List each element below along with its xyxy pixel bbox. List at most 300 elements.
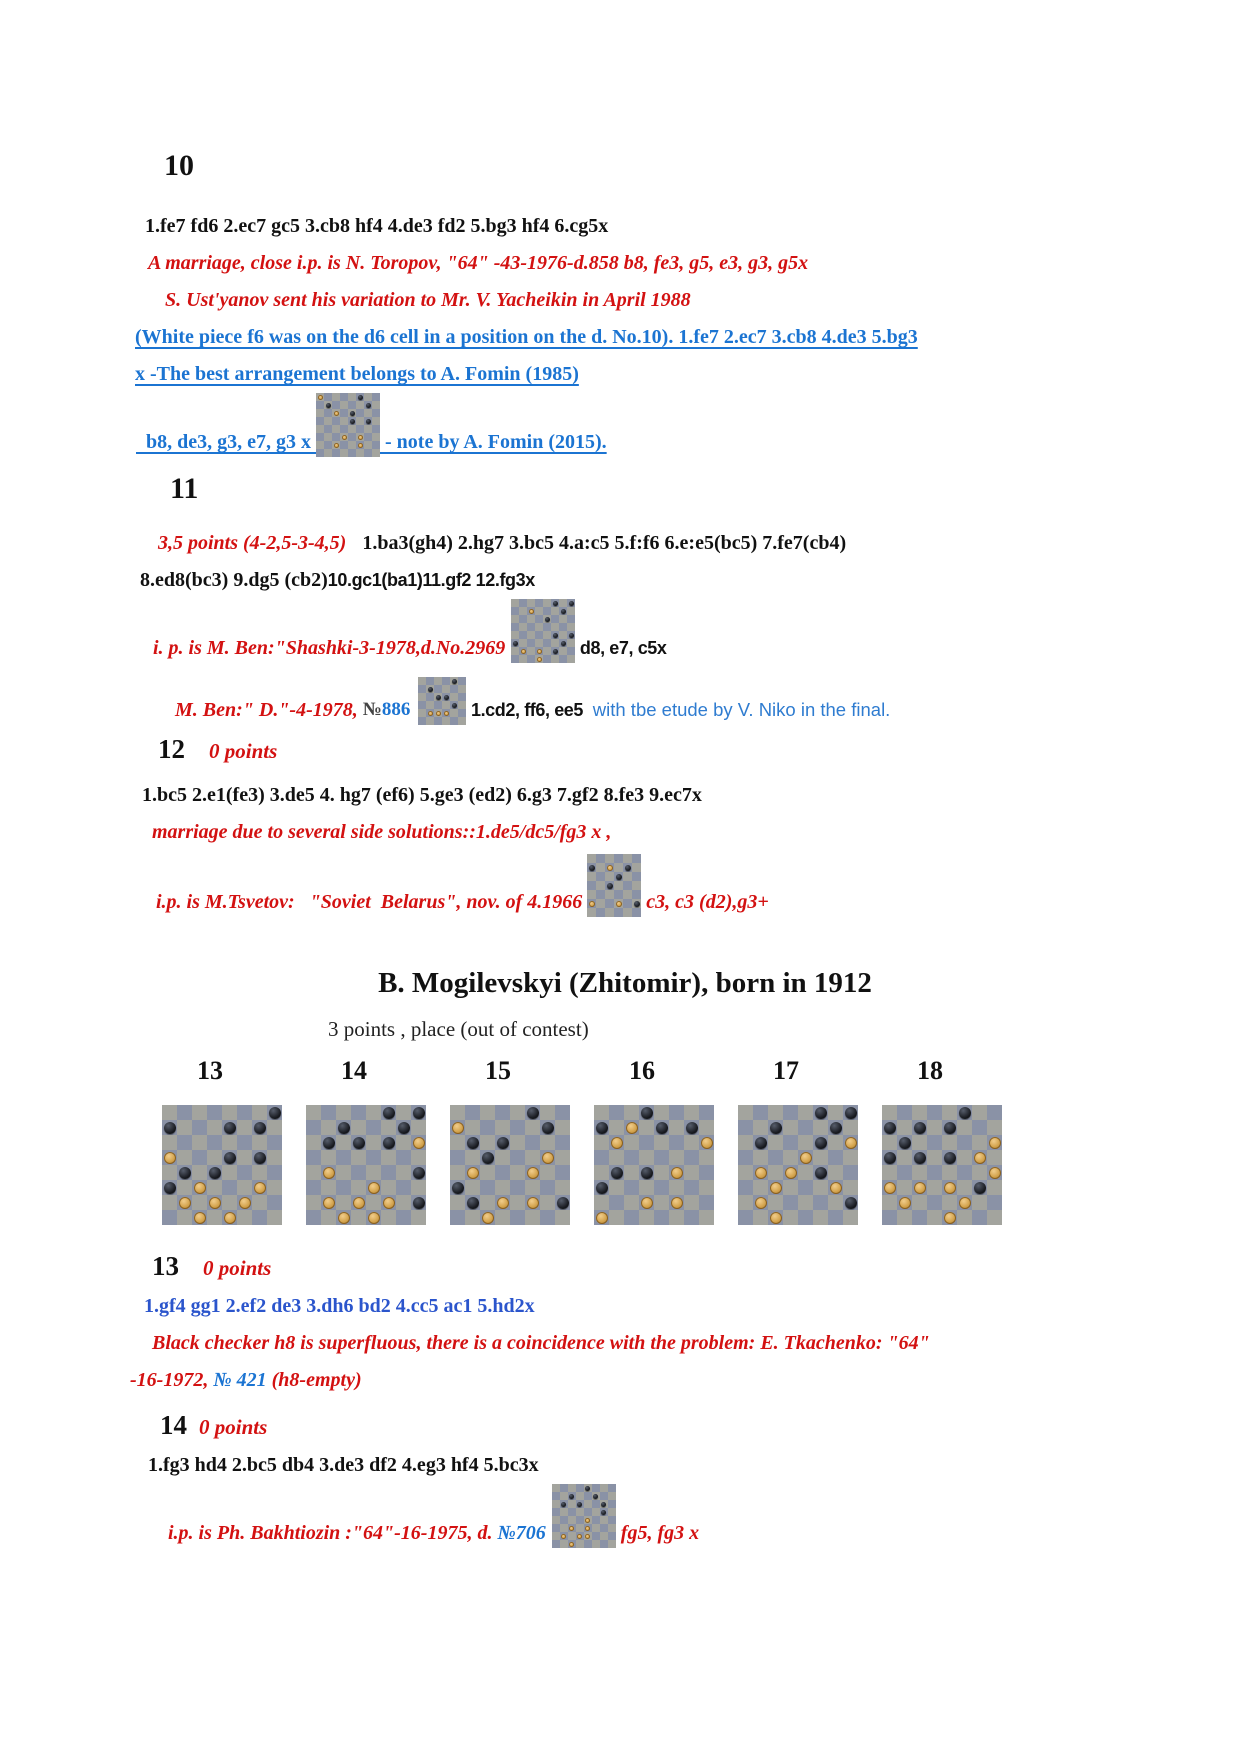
board-cell — [957, 1150, 972, 1165]
s10-moves-line: 1.fe7 fd6 2.ec7 gc5 3.cb8 hf4 4.de3 fd2 5.bg3 hf4 6.cg5x — [145, 215, 609, 237]
black-checker — [497, 1137, 509, 1149]
board-cell — [351, 1120, 366, 1135]
board-cell — [396, 1165, 411, 1180]
white-checker — [323, 1167, 335, 1179]
board-cell — [192, 1120, 207, 1135]
board-cell — [987, 1195, 1002, 1210]
board-cell — [632, 854, 641, 863]
board-cell — [623, 908, 632, 917]
black-checker — [830, 1122, 842, 1134]
board-cell — [543, 631, 551, 639]
board-cell — [551, 615, 559, 623]
white-checker — [899, 1197, 911, 1209]
black-checker — [557, 1197, 569, 1209]
board-cell — [267, 1195, 282, 1210]
board-cell — [576, 1540, 584, 1548]
board-cell — [458, 709, 466, 717]
white-checker — [626, 1122, 638, 1134]
board-cell — [252, 1135, 267, 1150]
black-checker — [366, 419, 371, 424]
black-checker — [815, 1137, 827, 1149]
board-14 — [306, 1105, 426, 1225]
board-cell — [525, 1165, 540, 1180]
board-cell — [912, 1135, 927, 1150]
board-cell — [699, 1135, 714, 1150]
board-cell — [480, 1150, 495, 1165]
board-cell — [321, 1180, 336, 1195]
board-cell — [828, 1150, 843, 1165]
black-checker — [596, 1122, 608, 1134]
board-cell — [162, 1135, 177, 1150]
board-cell — [316, 393, 324, 401]
board-cell — [600, 1484, 608, 1492]
white-checker — [577, 1534, 582, 1539]
board-cell — [222, 1165, 237, 1180]
s11-moves2b: 10.gc1(ba1)11.gf2 12.fg3x — [327, 570, 535, 590]
board-cell — [540, 1210, 555, 1225]
board-cell — [237, 1135, 252, 1150]
board-cell — [897, 1120, 912, 1135]
board-cell — [614, 863, 623, 872]
board-cell — [576, 1492, 584, 1500]
white-checker — [542, 1152, 554, 1164]
board-cell — [972, 1195, 987, 1210]
white-checker — [845, 1137, 857, 1149]
board-cell — [669, 1195, 684, 1210]
board-cell — [843, 1210, 858, 1225]
board-cell — [162, 1150, 177, 1165]
black-checker — [611, 1167, 623, 1179]
board-cell — [495, 1195, 510, 1210]
board-cell — [753, 1210, 768, 1225]
white-checker — [585, 1526, 590, 1531]
board-cell — [882, 1165, 897, 1180]
board-cell — [912, 1120, 927, 1135]
black-checker — [577, 1502, 582, 1507]
board-cell — [600, 1532, 608, 1540]
board-cell — [608, 1524, 616, 1532]
board-cell — [381, 1135, 396, 1150]
black-checker — [553, 649, 558, 654]
s12-points: 0 points — [209, 739, 278, 763]
board-cell — [418, 701, 426, 709]
board-cell — [594, 1180, 609, 1195]
black-checker — [589, 865, 595, 871]
black-checker — [944, 1152, 956, 1164]
s14-points: 0 points — [199, 1415, 268, 1439]
board-cell — [639, 1150, 654, 1165]
board-cell — [768, 1195, 783, 1210]
board-cell — [418, 717, 426, 725]
board-cell — [222, 1105, 237, 1120]
board-cell — [987, 1105, 1002, 1120]
board-cell — [559, 607, 567, 615]
board-cell — [942, 1135, 957, 1150]
white-checker — [596, 1212, 608, 1224]
board-cell — [411, 1180, 426, 1195]
board-cell — [567, 631, 575, 639]
board-cell — [519, 599, 527, 607]
board-cell — [396, 1105, 411, 1120]
board-cell — [306, 1195, 321, 1210]
white-checker — [224, 1212, 236, 1224]
board-cell — [623, 881, 632, 890]
board-cell — [495, 1180, 510, 1195]
black-checker — [686, 1122, 698, 1134]
board-cell — [434, 693, 442, 701]
board-cell — [568, 1524, 576, 1532]
board-cell — [654, 1180, 669, 1195]
s11-num-sign: № — [362, 699, 382, 720]
board-cell — [480, 1165, 495, 1180]
s11-moves2a: 8.ed8(bc3) 9.dg5 (cb2) — [140, 569, 328, 591]
board-cell — [684, 1210, 699, 1225]
board-cell — [381, 1180, 396, 1195]
white-checker — [239, 1197, 251, 1209]
s11-ip-text: i. p. is M. Ben:"Shashki-3-1978,d.No.2969 — [153, 637, 506, 659]
board-cell — [366, 1150, 381, 1165]
white-checker — [529, 609, 534, 614]
board-cell — [623, 890, 632, 899]
board-cell — [576, 1500, 584, 1508]
board-cell — [609, 1165, 624, 1180]
white-checker — [482, 1212, 494, 1224]
black-checker — [561, 609, 566, 614]
white-checker — [497, 1197, 509, 1209]
board-cell — [321, 1135, 336, 1150]
board-cell — [927, 1150, 942, 1165]
board-cell — [587, 890, 596, 899]
board-cell — [535, 647, 543, 655]
board-cell — [605, 872, 614, 881]
board-cell — [684, 1195, 699, 1210]
board-cell — [654, 1165, 669, 1180]
s13-note-superfluous: Black checker h8 is superfluous, there is a coincidence with the problem: E. Tkachenko: "64" — [152, 1332, 930, 1354]
white-checker — [368, 1212, 380, 1224]
board-cell — [540, 1105, 555, 1120]
board-cell — [560, 1492, 568, 1500]
board-cell — [783, 1195, 798, 1210]
board-cell — [306, 1210, 321, 1225]
black-checker — [413, 1107, 425, 1119]
board-cell — [316, 441, 324, 449]
board-cell — [596, 863, 605, 872]
board-cell — [592, 1524, 600, 1532]
board-cell — [372, 433, 380, 441]
board-cell — [587, 854, 596, 863]
board-cell — [356, 393, 364, 401]
white-checker — [561, 1534, 566, 1539]
board-cell — [450, 709, 458, 717]
board-cell — [348, 449, 356, 457]
board-cell — [624, 1150, 639, 1165]
board-cell — [411, 1105, 426, 1120]
board-cell — [639, 1195, 654, 1210]
board-cell — [366, 1105, 381, 1120]
board-cell — [987, 1135, 1002, 1150]
board-cell — [543, 639, 551, 647]
white-checker — [436, 711, 441, 716]
board-cell — [177, 1105, 192, 1120]
board-cell — [813, 1195, 828, 1210]
black-checker — [944, 1122, 956, 1134]
board-cell — [527, 615, 535, 623]
board-cell — [987, 1165, 1002, 1180]
board-cell — [316, 409, 324, 417]
board-cell — [324, 425, 332, 433]
section-10-heading: 10 — [164, 149, 194, 182]
black-checker — [179, 1167, 191, 1179]
board-cell — [843, 1105, 858, 1120]
white-checker — [671, 1197, 683, 1209]
white-checker — [413, 1137, 425, 1149]
board-cell — [987, 1210, 1002, 1225]
white-checker — [467, 1167, 479, 1179]
board-cell — [768, 1150, 783, 1165]
board-cell — [576, 1524, 584, 1532]
board-cell — [600, 1492, 608, 1500]
board-13 — [162, 1105, 282, 1225]
white-checker — [334, 411, 339, 416]
board-cell — [543, 607, 551, 615]
board-cell — [237, 1150, 252, 1165]
board-cell — [584, 1508, 592, 1516]
board-cell — [632, 872, 641, 881]
section-13-heading-row — [152, 1247, 1120, 1288]
board-cell — [540, 1120, 555, 1135]
white-checker — [770, 1212, 782, 1224]
board-cell — [351, 1105, 366, 1120]
board-cell — [942, 1120, 957, 1135]
board-cell — [543, 615, 551, 623]
board-cell — [555, 1135, 570, 1150]
board-cell — [495, 1120, 510, 1135]
white-checker — [527, 1197, 539, 1209]
board-cell — [592, 1508, 600, 1516]
board-cell — [527, 647, 535, 655]
white-checker — [179, 1197, 191, 1209]
board-cell — [568, 1484, 576, 1492]
s11-ip-line — [153, 601, 1120, 663]
board-cell — [356, 425, 364, 433]
s10-link-best-arrangement[interactable]: x -The best arrangement belongs to A. Fomin (1985) — [135, 363, 579, 385]
board-cell — [480, 1180, 495, 1195]
board-cell — [192, 1105, 207, 1120]
board-cell — [605, 908, 614, 917]
s10-link-b8-moves[interactable]: b8, de3, g3, e7, g3 x — [136, 431, 316, 453]
board-cell — [207, 1105, 222, 1120]
board-cell — [510, 1180, 525, 1195]
board-cell — [366, 1210, 381, 1225]
board-cell — [972, 1105, 987, 1120]
board-cell — [552, 1500, 560, 1508]
board-cell — [222, 1195, 237, 1210]
board-cell — [426, 701, 434, 709]
board-cell — [639, 1105, 654, 1120]
black-checker — [452, 703, 457, 708]
board-cell — [366, 1165, 381, 1180]
board-cell — [535, 631, 543, 639]
black-checker — [269, 1107, 281, 1119]
board-cell — [519, 639, 527, 647]
board-cell — [336, 1150, 351, 1165]
board-cell — [768, 1210, 783, 1225]
board-cell — [614, 881, 623, 890]
board-cell — [684, 1165, 699, 1180]
board-cell — [567, 599, 575, 607]
s12-ip-line — [156, 854, 1120, 917]
board-cell — [366, 1195, 381, 1210]
board-cell — [411, 1150, 426, 1165]
black-checker — [527, 1107, 539, 1119]
board-cell — [306, 1105, 321, 1120]
board-cell — [348, 401, 356, 409]
board-cell — [639, 1210, 654, 1225]
white-checker — [358, 435, 363, 440]
board-cell — [768, 1135, 783, 1150]
s10-note-ustyanov: S. Ust'yanov sent his variation to Mr. V. Yacheikin in April 1988 — [165, 289, 691, 311]
board-cell — [222, 1210, 237, 1225]
board-cell — [418, 677, 426, 685]
board-cell — [396, 1210, 411, 1225]
board-cell — [396, 1120, 411, 1135]
board-cell — [576, 1484, 584, 1492]
board-cell — [465, 1210, 480, 1225]
board-cell — [527, 607, 535, 615]
board-cell — [252, 1165, 267, 1180]
white-checker — [785, 1167, 797, 1179]
board-cell — [551, 655, 559, 663]
board-cell — [596, 854, 605, 863]
board-cell — [450, 1105, 465, 1120]
board-cell — [623, 872, 632, 881]
board-cell — [324, 409, 332, 417]
black-checker — [914, 1152, 926, 1164]
board-cell — [623, 863, 632, 872]
board-cell — [798, 1150, 813, 1165]
board-cell — [348, 409, 356, 417]
board-cell — [510, 1105, 525, 1120]
black-checker — [482, 1152, 494, 1164]
black-checker — [641, 1167, 653, 1179]
board-cell — [608, 1516, 616, 1524]
board-cell — [738, 1135, 753, 1150]
section-12-heading-row — [158, 731, 1120, 771]
board-cell — [594, 1150, 609, 1165]
s10-link-white-piece[interactable]: (White piece f6 was on the d6 cell in a position on the d. No.10). 1.fe7 2.ec7 3.cb8 4.de3 5.bg3 — [135, 326, 918, 348]
board-cell — [316, 417, 324, 425]
board-cell — [654, 1210, 669, 1225]
board-cell — [316, 401, 324, 409]
board-cell — [356, 433, 364, 441]
black-checker — [845, 1107, 857, 1119]
s13-num-421: № 421 — [213, 1369, 272, 1391]
board-cell — [584, 1500, 592, 1508]
s11-note-niko: with tbe etude by V. Niko in the final. — [587, 699, 891, 720]
board-cell — [594, 1135, 609, 1150]
board-cell — [519, 623, 527, 631]
board-cell — [843, 1135, 858, 1150]
board-cell — [632, 890, 641, 899]
board-cell — [584, 1524, 592, 1532]
board-cell — [450, 1165, 465, 1180]
white-checker — [944, 1212, 956, 1224]
board-cell — [372, 449, 380, 457]
board-cell — [738, 1120, 753, 1135]
s11-after-886: 1.cd2, ff6, ee5 — [466, 700, 588, 720]
board-cell — [511, 607, 519, 615]
board-cell — [340, 433, 348, 441]
board-cell — [987, 1120, 1002, 1135]
board-cell — [555, 1165, 570, 1180]
white-checker — [989, 1167, 1001, 1179]
board-cell — [351, 1165, 366, 1180]
black-checker — [338, 1122, 350, 1134]
board-cell — [519, 647, 527, 655]
board-cell — [207, 1195, 222, 1210]
board-cell — [560, 1500, 568, 1508]
board-cell — [552, 1484, 560, 1492]
board-cell — [555, 1150, 570, 1165]
board-cell — [559, 639, 567, 647]
board-cell — [321, 1195, 336, 1210]
board-cell — [828, 1120, 843, 1135]
board-cell — [519, 655, 527, 663]
board-cell — [356, 449, 364, 457]
board-cell — [596, 908, 605, 917]
white-checker — [974, 1152, 986, 1164]
board-cell — [306, 1180, 321, 1195]
black-checker — [634, 901, 640, 907]
board-cell — [396, 1180, 411, 1195]
board-cell — [426, 685, 434, 693]
board-cell — [753, 1120, 768, 1135]
board-cell — [510, 1150, 525, 1165]
board-cell — [316, 425, 324, 433]
board-cell — [495, 1150, 510, 1165]
board-labels-row — [150, 1055, 1108, 1087]
s14-num-706: №706 — [497, 1522, 546, 1544]
board-cell — [519, 615, 527, 623]
board-cell — [897, 1150, 912, 1165]
board-cell — [699, 1180, 714, 1195]
board-cell — [798, 1180, 813, 1195]
board-cell — [592, 1540, 600, 1548]
board-cell — [525, 1135, 540, 1150]
s10-link-note-fomin[interactable]: - note by A. Fomin (2015). — [380, 431, 607, 453]
board-cell — [624, 1210, 639, 1225]
board-cell — [912, 1105, 927, 1120]
board-cell — [480, 1135, 495, 1150]
board-cell — [332, 401, 340, 409]
board-cell — [882, 1135, 897, 1150]
board-cell — [525, 1180, 540, 1195]
board-cell — [654, 1120, 669, 1135]
black-checker — [413, 1197, 425, 1209]
board-cell — [738, 1165, 753, 1180]
white-checker — [701, 1137, 713, 1149]
board-cell — [624, 1135, 639, 1150]
black-checker — [974, 1182, 986, 1194]
board-cell — [813, 1180, 828, 1195]
board-cell — [912, 1165, 927, 1180]
board-cell — [535, 639, 543, 647]
white-checker — [521, 649, 526, 654]
board-cell — [458, 677, 466, 685]
board-cell — [511, 623, 519, 631]
board-cell — [372, 425, 380, 433]
board-cell — [351, 1210, 366, 1225]
